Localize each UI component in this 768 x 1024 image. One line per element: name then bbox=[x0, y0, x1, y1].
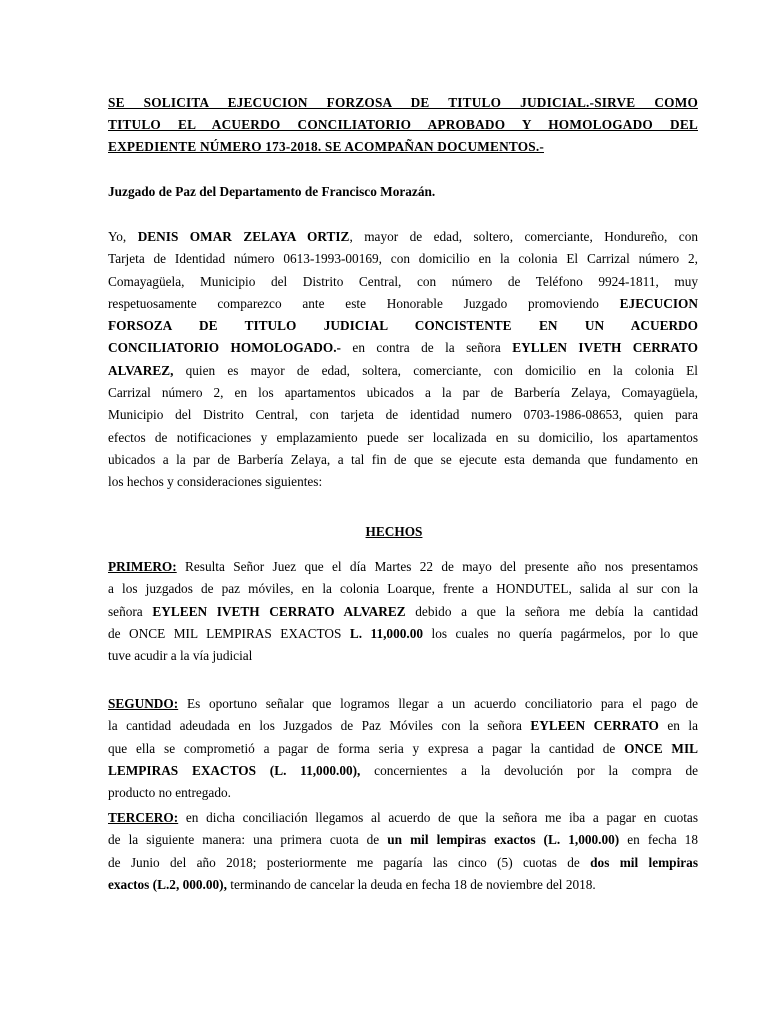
text-line: tuve acudir a la vía judicial bbox=[108, 648, 253, 664]
text-line: que ella se comprometió a pagar de forma seria y expresa a pagar la cantidad de ONCE MIL bbox=[108, 740, 698, 756]
tercero-paragraph bbox=[108, 807, 698, 896]
text-line: Comayagüela, Municipio del Distrito Central, con número de Teléfono 9924-1811, muy bbox=[108, 273, 698, 289]
text-line: efectos de notificaciones y emplazamiento puede ser localizada en su domicilio, los apartamentos bbox=[108, 429, 698, 445]
text-line: ALVAREZ, quien es mayor de edad, soltera, comerciante, con domicilio en la colonia El bbox=[108, 362, 698, 378]
text-line: PRIMERO: Resulta Señor Juez que el día Martes 22 de mayo del presente año nos presentamos bbox=[108, 559, 698, 574]
title-line: SE SOLICITA EJECUCION FORZOSA DE TITULO JUDICIAL.-SIRVE COMO bbox=[108, 95, 698, 110]
text-line: exactos (L.2, 000.00), terminando de cancelar la deuda en fecha 18 de noviembre del 2018. bbox=[108, 876, 596, 892]
text-line: CONCILIATORIO HOMOLOGADO.- en contra de la señora EYLLEN IVETH CERRATO bbox=[108, 340, 698, 356]
court-name: Juzgado de Paz del Departamento de Francisco Morazán. bbox=[108, 184, 436, 199]
text-line: SEGUNDO: Es oportuno señalar que logramos llegar a un acuerdo conciliatorio para el pago de bbox=[108, 696, 698, 711]
primero-paragraph bbox=[108, 556, 698, 667]
text-line: Carrizal número 2, en los apartamentos ubicados a la par de Barbería Zelaya, Comayagüela, bbox=[108, 385, 698, 401]
paragraph-label: SEGUNDO: bbox=[108, 696, 179, 711]
title-line: EXPEDIENTE NÚMERO 173-2018. SE ACOMPAÑAN DOCUMENTOS.- bbox=[108, 139, 544, 154]
text-line: FORSOZA DE TITULO JUDICIAL CONCISTENTE EN UN ACUERDO bbox=[108, 318, 698, 334]
defendant-name: EYLLEN IVETH CERRATO bbox=[512, 340, 698, 356]
text-line: TERCERO: en dicha conciliación llegamos al acuerdo de que la señora me iba a pagar en cuotas bbox=[108, 810, 698, 825]
plaintiff-name: DENIS OMAR ZELAYA ORTIZ bbox=[137, 229, 350, 244]
text-line: de la siguiente manera: una primera cuota de un mil lempiras exactos (L. 1,000.00) en fecha 18 bbox=[108, 832, 698, 848]
text-line: Yo, DENIS OMAR ZELAYA ORTIZ, mayor de edad, soltero, comerciante, Hondureño, con bbox=[108, 229, 699, 244]
segundo-paragraph bbox=[108, 693, 698, 804]
title-line: TITULO EL ACUERDO CONCILIATORIO APROBADO Y HOMOLOGADO DEL bbox=[108, 117, 698, 132]
text-line: LEMPIRAS EXACTOS (L. 11,000.00), concernientes a la devolución por la compra de bbox=[108, 762, 699, 778]
paragraph-label: PRIMERO: bbox=[108, 559, 177, 574]
document-title bbox=[108, 92, 698, 158]
text-line: a los juzgados de paz móviles, en la colonia Loarque, frente a HONDUTEL, salida al sur con la bbox=[108, 581, 698, 597]
text-line: la cantidad adeudada en los Juzgados de Paz Móviles con la señora EYLEEN CERRATO en la bbox=[108, 718, 699, 734]
text-line: Municipio del Distrito Central, con tarjeta de identidad numero 0703-1986-08653, quien para bbox=[108, 407, 698, 423]
text-line: producto no entregado. bbox=[108, 785, 231, 801]
text-line: de Junio del año 2018; posteriormente me pagaría las cinco (5) cuotas de dos mil lempiras bbox=[108, 854, 698, 870]
text-line: respetuosamente comparezco ante este Honorable Juzgado promoviendo EJECUCION bbox=[108, 295, 698, 311]
text-line: los hechos y consideraciones siguientes: bbox=[108, 474, 323, 490]
text-line: señora EYLEEN IVETH CERRATO ALVAREZ debido a que la señora me debía la cantidad bbox=[108, 603, 698, 619]
paragraph-label: TERCERO: bbox=[108, 810, 179, 825]
text-line: ubicados a la par de Barbería Zelaya, a tal fin de que se ejecute esta demanda que fundamento en bbox=[108, 451, 698, 467]
text-line: Tarjeta de Identidad número 0613-1993-00169, con domicilio en la colonia El Carrizal número 2, bbox=[108, 251, 698, 267]
intro-paragraph bbox=[108, 226, 698, 494]
text-line: de ONCE MIL LEMPIRAS EXACTOS L. 11,000.00 los cuales no quería pagármelos, por lo que bbox=[108, 625, 698, 641]
section-heading: HECHOS bbox=[365, 524, 423, 539]
